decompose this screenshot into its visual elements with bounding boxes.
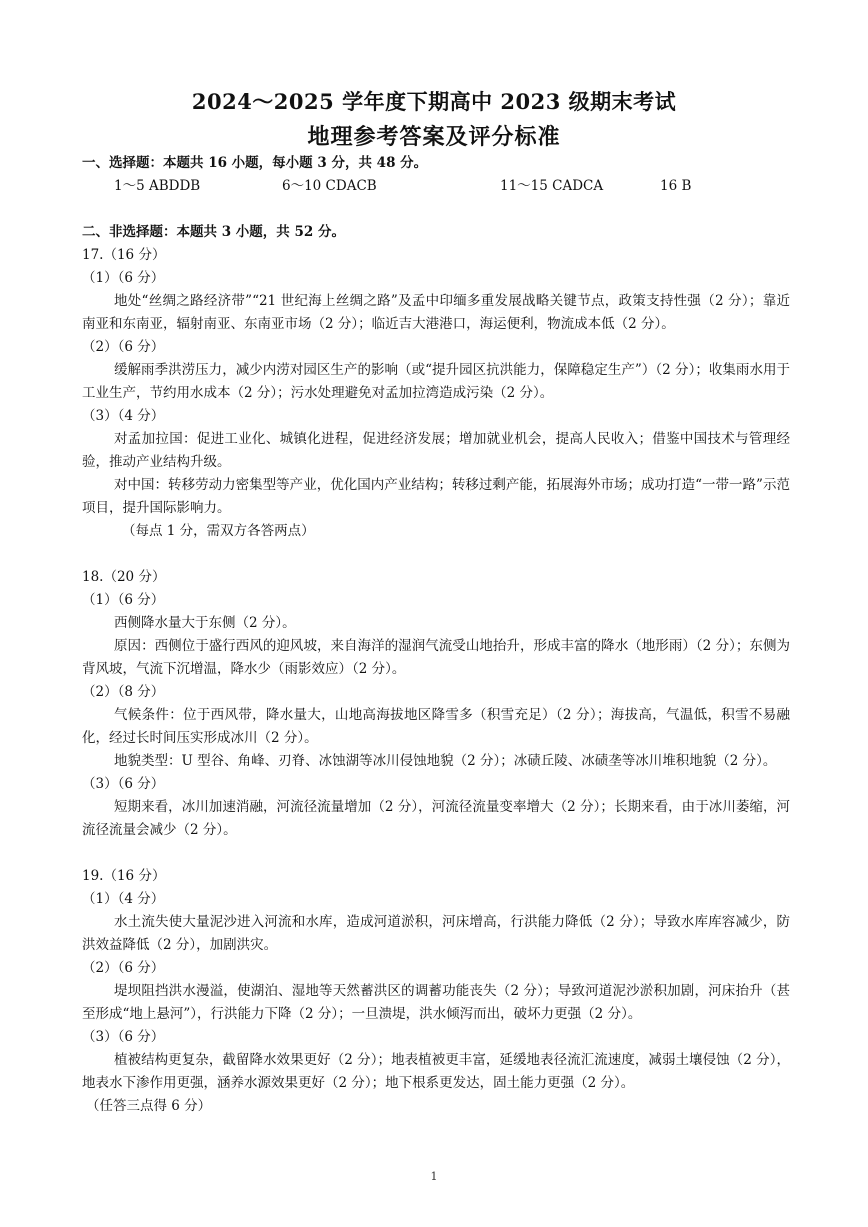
- answer-group-3: 11～15 CADCA: [500, 178, 604, 194]
- q19-part1-heading: （1）（4 分）: [82, 891, 165, 907]
- q18-part2-climate: 气候条件：位于西风带，降水量大，山地高海拔地区降雪多（积雪充足）（2 分）；海拔高，气温低，积雪不易融化，经过长时间压实形成冰川（2 分）。: [82, 707, 790, 746]
- q19-part3-answer: 植被结构更复杂，截留降水效果更好（2 分）；地表植被更丰富，延缓地表径流汇流速度，减弱土壤侵蚀（2 分），地表水下渗作用更强，涵养水源效果更好（2 分）；地下根系更发达，固土能力更强（2 分）。: [82, 1052, 790, 1091]
- question-19-heading: 19.（16 分）: [82, 868, 166, 884]
- q18-part2-landforms: 地貌类型：U 型谷、角峰、刃脊、冰蚀湖等冰川侵蚀地貌（2 分）；冰碛丘陵、冰碛垄等冰川堆积地貌（2 分）。: [114, 753, 777, 769]
- q19-part2-answer: 堤坝阻挡洪水漫溢，使湖泊、湿地等天然蓄洪区的调蓄功能丧失（2 分）；导致河道泥沙淤积加剧，河床抬升（甚至形成“地上悬河”），行洪能力下降（2 分）；一旦溃堤，洪水倾泻而出，破坏力更强（2 分）。: [82, 983, 790, 1022]
- q17-part2-heading: （2）（6 分）: [82, 339, 165, 355]
- document-body: [82, 152, 790, 1118]
- page-subtitle: 地理参考答案及评分标准: [307, 124, 561, 150]
- q18-part3-answer: 短期来看，冰川加速消融，河流径流量增加（2 分），河流径流量变率增大（2 分）；长期来看，由于冰川萎缩，河流径流量会减少（2 分）。: [82, 799, 790, 838]
- q18-part1-answer: 西侧降水量大于东侧（2 分）。: [114, 615, 296, 631]
- q18-part3-heading: （3）（6 分）: [82, 776, 165, 792]
- q17-part3-answer-china: 对中国：转移劳动力密集型等产业，优化国内产业结构；转移过剩产能，拓展海外市场；成功打造“一带一路”示范项目，提升国际影响力。: [82, 477, 790, 516]
- page-title: 2024～2025 学年度下期高中 2023 级期末考试: [191, 89, 677, 114]
- section-heading-choice: 一、选择题：本题共 16 小题，每小题 3 分，共 48 分。: [82, 155, 428, 171]
- question-17-heading: 17.（16 分）: [82, 247, 166, 263]
- answer-group-2: 6～10 CDACB: [282, 178, 377, 194]
- q17-part3-heading: （3）（4 分）: [82, 408, 165, 424]
- q19-part1-answer: 水土流失使大量泥沙进入河流和水库，造成河道淤积，河床增高，行洪能力降低（2 分）；导致水库库容减少，防洪效益降低（2 分），加剧洪灾。: [82, 914, 790, 953]
- q19-part3-heading: （3）（6 分）: [82, 1029, 165, 1045]
- question-18-heading: 18.（20 分）: [82, 569, 166, 585]
- q17-part1-heading: （1）（6 分）: [82, 270, 165, 286]
- answer-group-1: 1～5 ABDDB: [114, 178, 201, 194]
- q19-part3-note: （任答三点得 6 分）: [86, 1098, 212, 1114]
- q17-part1-answer: 地处“丝绸之路经济带”“21 世纪海上丝绸之路”及孟中印缅多重发展战略关键节点，政策支持性强（2 分）；靠近南亚和东南亚，辐射南亚、东南亚市场（2 分）；临近吉大港港口，海运便利，物流成本低（2 分）。: [82, 293, 790, 332]
- section-heading-nonchoice: 二、非选择题：本题共 3 小题，共 52 分。: [82, 224, 345, 240]
- q17-part2-answer: 缓解雨季洪涝压力，减少内涝对园区生产的影响（或“提升园区抗洪能力，保障稳定生产”）（2 分）；收集雨水用于工业生产，节约用水成本（2 分）；污水处理避免对孟加拉湾造成污染（2 分）。: [82, 362, 790, 401]
- q18-part1-heading: （1）（6 分）: [82, 592, 165, 608]
- answer-group-4: 16 B: [660, 178, 692, 194]
- q18-part2-heading: （2）（8 分）: [82, 684, 165, 700]
- choice-answers-row: [82, 175, 790, 198]
- q18-part1-reason: 原因：西侧位于盛行西风的迎风坡，来自海洋的湿润气流受山地抬升，形成丰富的降水（地形雨）（2 分）；东侧为背风坡，气流下沉增温，降水少（雨影效应）（2 分）。: [82, 638, 790, 677]
- q17-part3-answer-bangladesh: 对孟加拉国：促进工业化、城镇化进程，促进经济发展；增加就业机会，提高人民收入；借鉴中国技术与管理经验，推动产业结构升级。: [82, 431, 790, 470]
- page-number: 1: [430, 1170, 438, 1183]
- q19-part2-heading: （2）（6 分）: [82, 960, 165, 976]
- q17-part3-note: （每点 1 分，需双方各答两点）: [122, 523, 315, 539]
